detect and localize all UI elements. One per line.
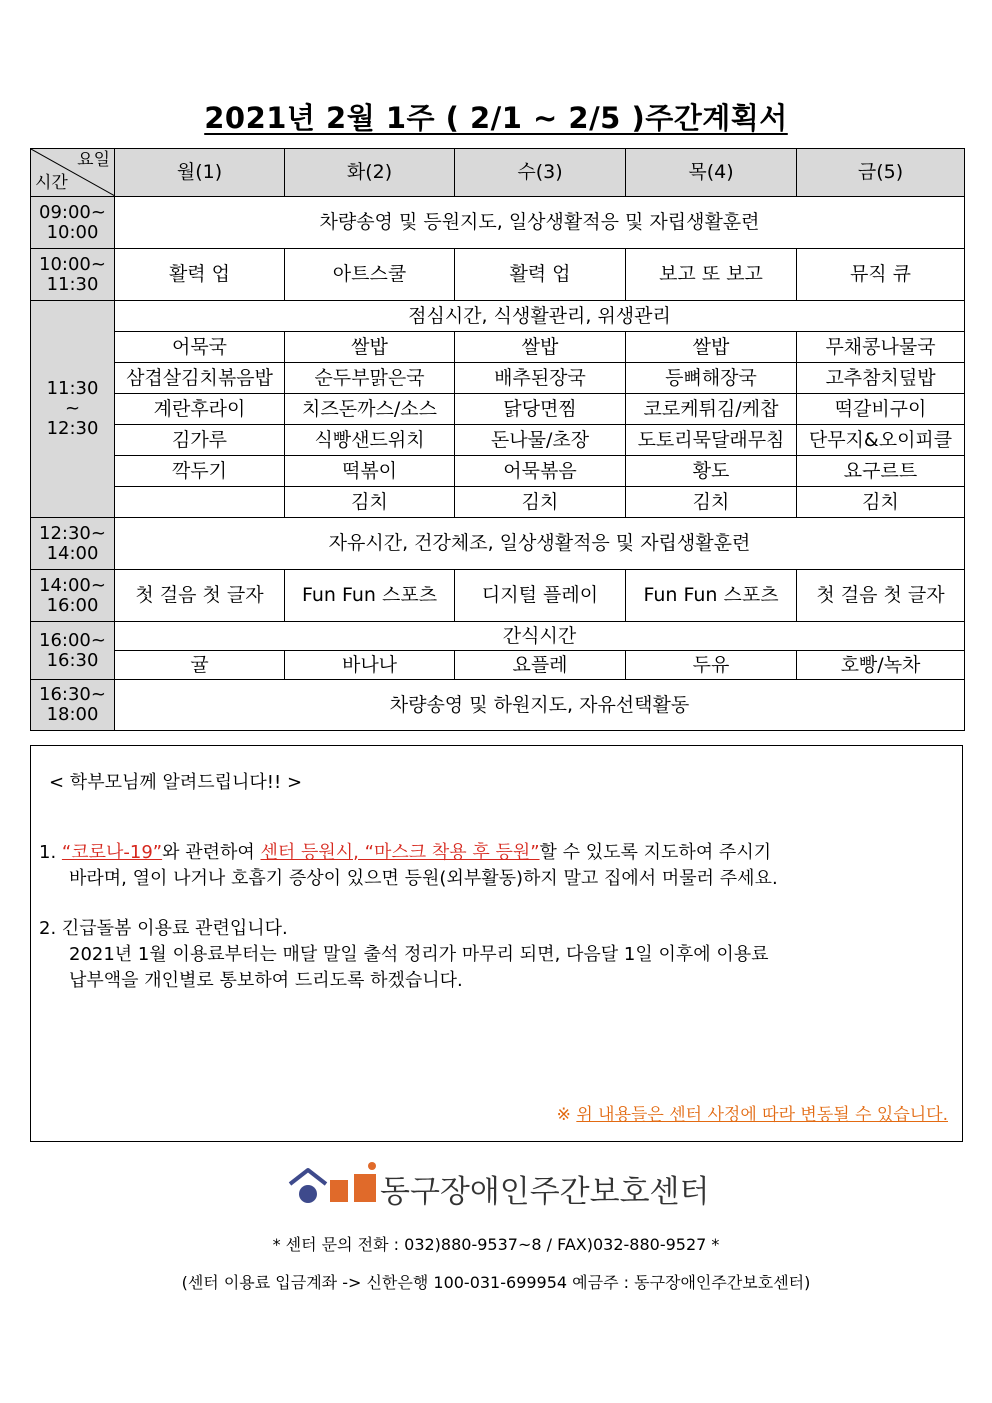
caution-note: ※ 위 내용들은 센터 사정에 따라 변동될 수 있습니다. — [556, 1105, 948, 1125]
activity-cell: 활력 업 — [455, 249, 626, 301]
row-lunch-title — [31, 301, 965, 332]
menu-cell: 깍두기 — [115, 456, 285, 487]
menu-cell: 닭당면찜 — [455, 394, 626, 425]
menu-cell: 계란후라이 — [115, 394, 285, 425]
menu-row — [31, 332, 965, 363]
menu-cell: 도토리묵달래무침 — [626, 425, 797, 456]
row-1400 — [31, 570, 965, 622]
menu-row — [31, 363, 965, 394]
day-header-wed: 수(3) — [455, 149, 626, 197]
menu-cell: 돈나물/초장 — [455, 425, 626, 456]
time-cell: 09:00~ 10:00 — [31, 197, 115, 249]
menu-cell: 무채콩나물국 — [797, 332, 965, 363]
row-1630 — [31, 680, 965, 731]
menu-cell: 김치 — [285, 487, 455, 518]
snack-title-cell: 간식시간 — [115, 622, 965, 651]
menu-row — [31, 487, 965, 518]
row-1230 — [31, 518, 965, 570]
menu-cell: 삼겹살김치볶음밥 — [115, 363, 285, 394]
snack-cell: 호빵/녹차 — [797, 651, 965, 680]
menu-cell: 요구르트 — [797, 456, 965, 487]
parent-notice-box — [30, 745, 963, 1142]
menu-row — [31, 425, 965, 456]
payment-account: (센터 이용료 입금계좌 -> 신한은행 100-031-699954 예금주 : 동구장애인주간보호센터) — [181, 1273, 811, 1292]
notice-item-2: 2. 긴급돌봄 이용료 관련입니다. — [39, 918, 288, 939]
activity-cell: 뮤직 큐 — [797, 249, 965, 301]
time-cell: 11:30 ~ 12:30 — [31, 301, 115, 518]
time-cell: 10:00~ 11:30 — [31, 249, 115, 301]
notice-item-2-line3: 납부액을 개인별로 통보하여 드리도록 하겠습니다. — [69, 970, 463, 991]
activity-cell: 디지털 플레이 — [455, 570, 626, 622]
activity-cell: 아트스쿨 — [285, 249, 455, 301]
row-1000 — [31, 249, 965, 301]
activity-cell: 활력 업 — [115, 249, 285, 301]
activity-cell: 첫 걸음 첫 글자 — [115, 570, 285, 622]
menu-cell: 어묵볶음 — [455, 456, 626, 487]
notice-highlight: 센터 등원시, “마스크 착용 후 등원” — [260, 842, 540, 863]
menu-cell: 쌀밥 — [626, 332, 797, 363]
snack-row — [31, 651, 965, 680]
menu-cell — [115, 487, 285, 518]
activity-cell: 차량송영 및 하원지도, 자유선택활동 — [115, 680, 965, 731]
menu-cell: 김치 — [455, 487, 626, 518]
page-title — [0, 96, 992, 137]
lunch-title-cell: 점심시간, 식생활관리, 위생관리 — [115, 301, 965, 332]
snack-cell: 귤 — [115, 651, 285, 680]
notice-item-2-line2: 2021년 1월 이용료부터는 매달 말일 출석 정리가 마무리 되면, 다음달 1일 이후에 이용료 — [69, 944, 769, 965]
snack-cell: 요플레 — [455, 651, 626, 680]
row-snack-title — [31, 622, 965, 651]
menu-cell: 코로케튀김/케찹 — [626, 394, 797, 425]
menu-cell: 식빵샌드위치 — [285, 425, 455, 456]
notice-item-1-line2: 바라며, 열이 나거나 호흡기 증상이 있으면 등원(외부활동)하지 말고 집에서 머물러 주세요. — [69, 868, 778, 889]
menu-row — [31, 456, 965, 487]
notice-highlight: “코로나-19” — [61, 842, 163, 863]
time-cell: 14:00~ 16:00 — [31, 570, 115, 622]
center-logo — [288, 1160, 728, 1210]
time-cell: 12:30~ 14:00 — [31, 518, 115, 570]
menu-cell: 김치 — [626, 487, 797, 518]
row-0900 — [31, 197, 965, 249]
corner-day-label: 요일 — [77, 150, 110, 170]
menu-cell: 쌀밥 — [285, 332, 455, 363]
menu-cell: 쌀밥 — [455, 332, 626, 363]
day-header-fri: 금(5) — [797, 149, 965, 197]
menu-cell: 떡갈비구이 — [797, 394, 965, 425]
menu-cell: 김가루 — [115, 425, 285, 456]
header-row — [31, 149, 965, 197]
time-cell: 16:00~ 16:30 — [31, 622, 115, 680]
day-header-mon: 월(1) — [115, 149, 285, 197]
notice-title: < 학부모님께 알려드립니다!! > — [49, 772, 303, 793]
activity-cell: 자유시간, 건강체조, 일상생활적응 및 자립생활훈련 — [115, 518, 965, 570]
weekly-plan-table — [30, 148, 965, 731]
menu-cell: 배추된장국 — [455, 363, 626, 394]
menu-cell: 단무지&오이피클 — [797, 425, 965, 456]
activity-cell: 보고 또 보고 — [626, 249, 797, 301]
center-name: 동구장애인주간보호센터 — [380, 1174, 710, 1210]
activity-cell: 첫 걸음 첫 글자 — [797, 570, 965, 622]
house-logo-icon — [288, 1160, 378, 1206]
menu-cell: 등뼈해장국 — [626, 363, 797, 394]
snack-cell: 두유 — [626, 651, 797, 680]
menu-cell: 김치 — [797, 487, 965, 518]
day-header-tue: 화(2) — [285, 149, 455, 197]
contact-phone: * 센터 문의 전화 : 032)880-9537~8 / FAX)032-880-9527 * — [272, 1235, 720, 1254]
corner-time-label: 시간 — [35, 173, 68, 194]
time-cell: 16:30~ 18:00 — [31, 680, 115, 731]
menu-cell: 고추참치덮밥 — [797, 363, 965, 394]
activity-cell: Fun Fun 스포츠 — [626, 570, 797, 622]
activity-cell: 차량송영 및 등원지도, 일상생활적응 및 자립생활훈련 — [115, 197, 965, 249]
notice-item-1: 1. “코로나-19”와 관련하여 센터 등원시, “마스크 착용 후 등원”할 수 있도록 지도하여 주시기 — [39, 842, 772, 863]
menu-cell: 치즈돈까스/소스 — [285, 394, 455, 425]
title-text: 2021년 2월 1주 ( 2/1 ~ 2/5 )주간계획서 — [204, 101, 788, 135]
menu-cell: 순두부맑은국 — [285, 363, 455, 394]
menu-cell: 황도 — [626, 456, 797, 487]
snack-cell: 바나나 — [285, 651, 455, 680]
activity-cell: Fun Fun 스포츠 — [285, 570, 455, 622]
corner-cell — [31, 149, 115, 197]
menu-cell: 어묵국 — [115, 332, 285, 363]
menu-row — [31, 394, 965, 425]
day-header-thu: 목(4) — [626, 149, 797, 197]
menu-cell: 떡볶이 — [285, 456, 455, 487]
